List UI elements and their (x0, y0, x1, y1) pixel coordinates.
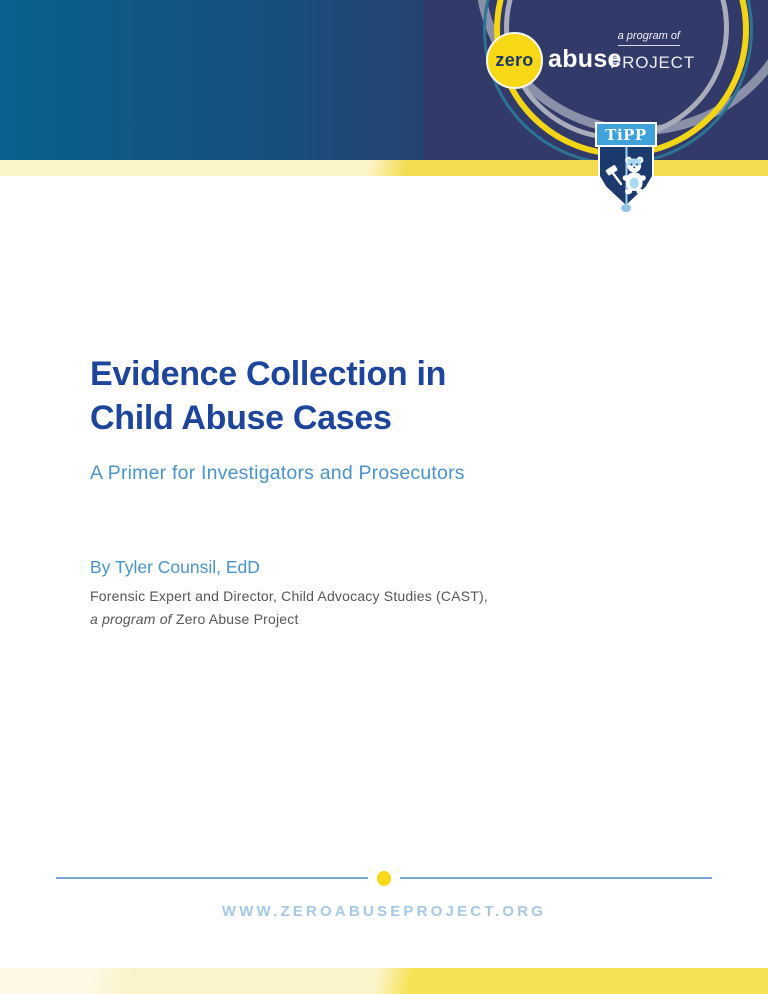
zero-abuse-logo-circle (486, 32, 543, 89)
footer-divider (56, 870, 712, 886)
program-organization: Zero Abuse Project (175, 611, 299, 627)
author-byline: By Tyler Counsil, EdD (90, 557, 260, 577)
divider-dot-icon (377, 871, 391, 886)
page-title: Evidence Collection in Child Abuse Cases (90, 355, 447, 437)
tipp-badge-header (595, 122, 657, 147)
shield-tail-dot (621, 204, 631, 212)
divider-line-right (400, 877, 712, 879)
page-subtitle: A Primer for Investigators and Prosecutors (90, 462, 465, 484)
program-prefix: a program of (90, 611, 176, 627)
author-program-line (90, 611, 299, 627)
logo-word-project: PROJECT (610, 53, 695, 72)
tipp-shield (598, 147, 654, 208)
teddy-bear-gavel-icon (600, 147, 652, 205)
logo-word-abuse: abuse (548, 45, 622, 73)
program-of-label: a program of (618, 30, 680, 46)
tipp-shield-inner (600, 147, 652, 205)
gavel-icon (605, 165, 621, 184)
website-url[interactable]: WWW.ZEROABUSEPROJECT.ORG (221, 903, 547, 920)
tipp-badge-label: TiPP (605, 125, 647, 144)
divider-line-left (56, 877, 368, 879)
logo-word-zero: zero (495, 50, 534, 70)
footer-accent-strip (0, 968, 768, 994)
author-role: Forensic Expert and Director, Child Advocacy Studies (CAST), (90, 588, 488, 604)
